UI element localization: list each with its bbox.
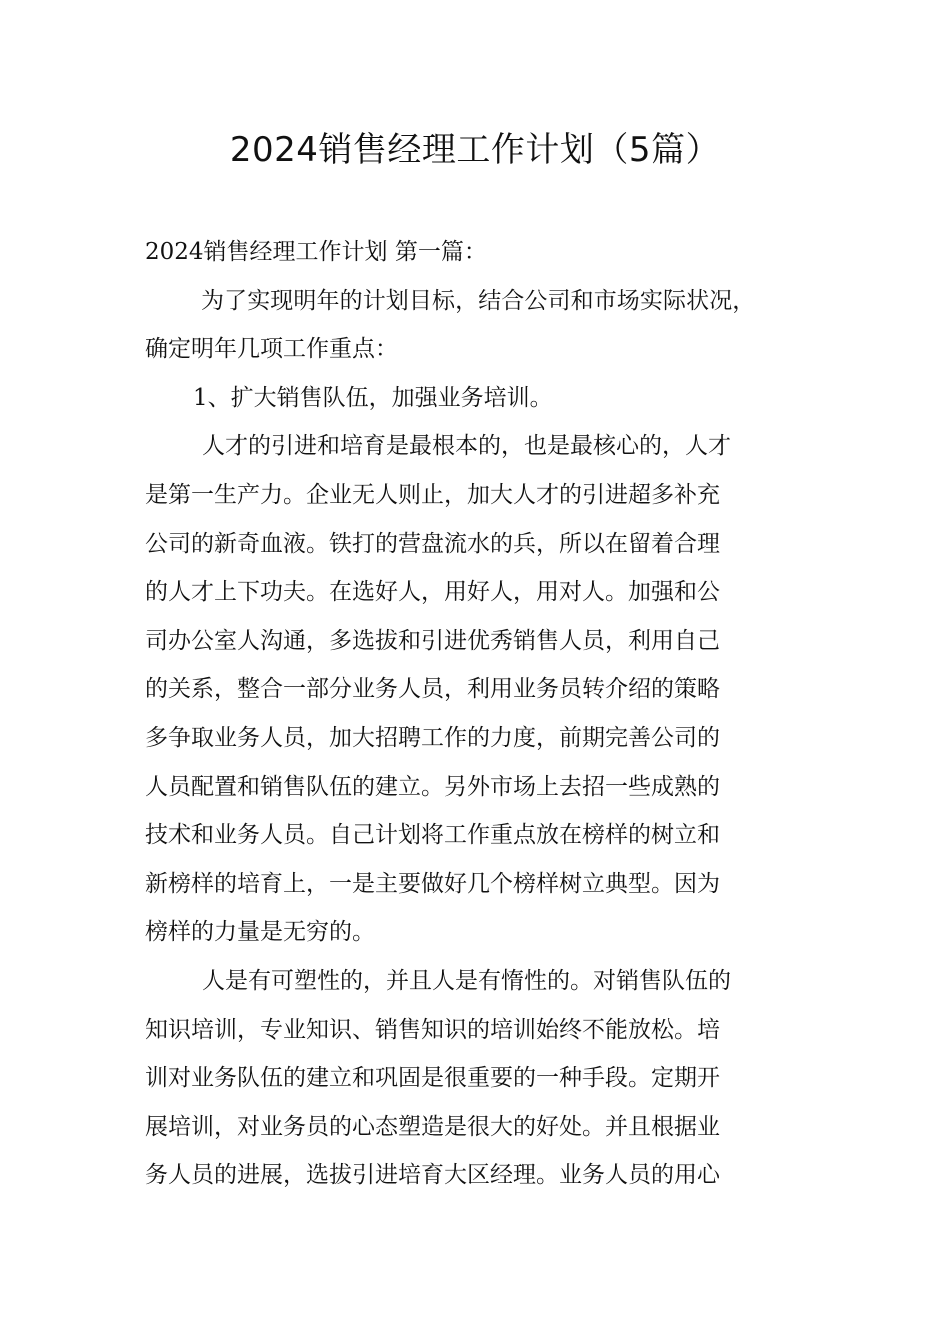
paragraph-line: 是第一生产力。企业无人则止，加大人才的引进超多补充 bbox=[145, 481, 720, 508]
paragraph-line: 新榜样的培育上，一是主要做好几个榜样树立典型。因为 bbox=[145, 870, 720, 897]
paragraph-line: 人是有可塑性的，并且人是有惰性的。对销售队伍的 bbox=[202, 967, 731, 994]
paragraph-line: 的关系，整合一部分业务人员，利用业务员转介绍的策略 bbox=[145, 676, 720, 703]
section-heading: 2024销售经理工作计划 第一篇： bbox=[145, 239, 487, 265]
paragraph-line: 人员配置和销售队伍的建立。另外市场上去招一些成熟的 bbox=[145, 773, 720, 800]
paragraph-line: 展培训，对业务员的心态塑造是很大的好处。并且根据业 bbox=[145, 1113, 720, 1140]
paragraph-line: 人才的引进和培育是最根本的，也是最核心的，人才 bbox=[202, 433, 731, 460]
paragraph-line: 榜样的力量是无穷的。 bbox=[145, 919, 375, 946]
document-title: 2024销售经理工作计划（5篇） bbox=[229, 130, 721, 170]
paragraph-2 bbox=[145, 957, 810, 1200]
paragraph-line: 多争取业务人员，加大招聘工作的力度，前期完善公司的 bbox=[145, 724, 720, 751]
intro-line: 确定明年几项工作重点： bbox=[145, 336, 398, 363]
paragraph-line: 技术和业务人员。自己计划将工作重点放在榜样的树立和 bbox=[145, 822, 720, 849]
paragraph-line: 务人员的进展，选拔引进培育大区经理。业务人员的用心 bbox=[145, 1162, 720, 1189]
paragraph-line: 的人才上下功夫。在选好人，用好人，用对人。加强和公 bbox=[145, 579, 720, 606]
paragraph-1 bbox=[145, 422, 810, 957]
intro-line: 为了实现明年的计划目标，结合公司和市场实际状况， bbox=[201, 287, 756, 314]
paragraph-line: 知识培训，专业知识、销售知识的培训始终不能放松。培 bbox=[145, 1016, 720, 1043]
paragraph-line: 训对业务队伍的建立和巩固是很重要的一种手段。定期开 bbox=[145, 1065, 720, 1092]
document-body bbox=[145, 228, 810, 1200]
paragraph-line: 司办公室人沟通，多选拔和引进优秀销售人员，利用自己 bbox=[145, 627, 720, 654]
intro-paragraph bbox=[145, 277, 810, 374]
list-item-1: 1、扩大销售队伍，加强业务培训。 bbox=[193, 384, 553, 411]
paragraph-line: 公司的新奇血液。铁打的营盘流水的兵，所以在留着合理 bbox=[145, 530, 720, 557]
